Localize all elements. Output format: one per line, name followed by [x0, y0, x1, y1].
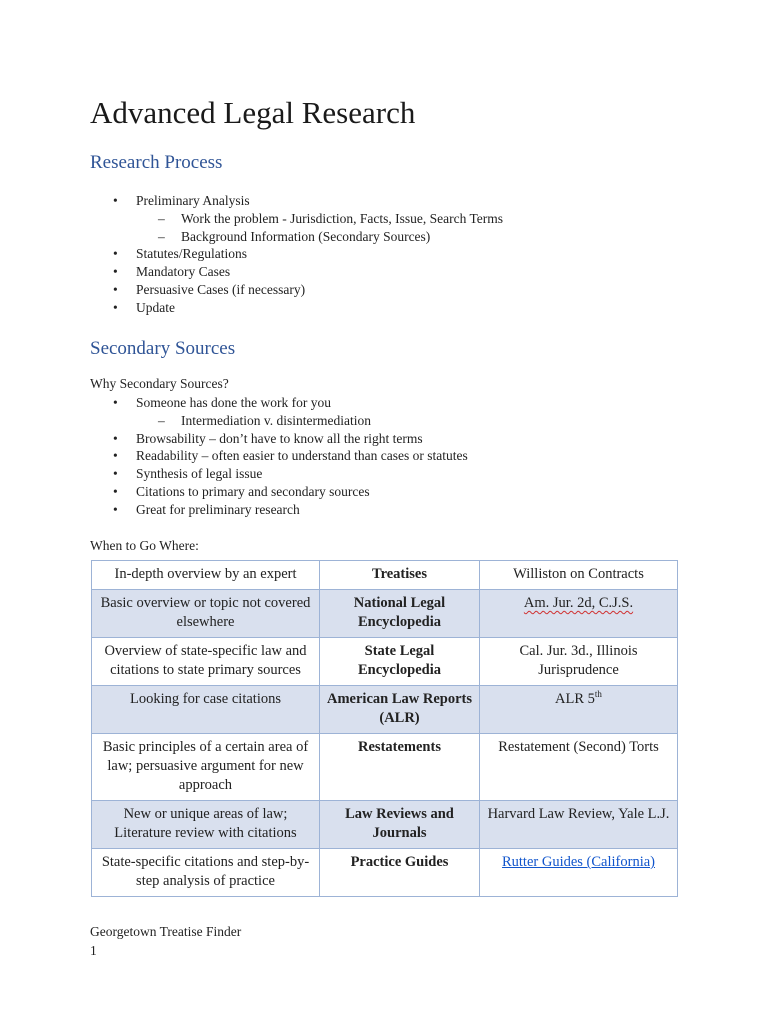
list-item: • Statutes/Regulations [0, 245, 768, 263]
table-row [92, 849, 678, 897]
list-item: • Mandatory Cases [0, 263, 768, 281]
treatise-finder-text: Georgetown Treatise Finder [90, 924, 242, 939]
list-item: • Persuasive Cases (if necessary) [0, 281, 768, 299]
sources-table [91, 560, 678, 897]
need-cell: Overview of state-specific law and citations to state primary sources [92, 638, 320, 686]
page-number: 1 [90, 943, 97, 958]
research-process-heading: Research Process [90, 152, 223, 173]
table-row [92, 686, 678, 734]
need-cell: Looking for case citations [92, 686, 320, 734]
list-item: • Someone has done the work for you [0, 394, 768, 412]
why-secondary-label: Why Secondary Sources? [90, 376, 229, 391]
table-row [92, 734, 678, 801]
source-type-cell: State Legal Encyclopedia [320, 638, 480, 686]
source-type-cell: Law Reviews and Journals [320, 801, 480, 849]
example-cell [480, 849, 678, 897]
research-process-list [0, 192, 768, 317]
example-cell: Cal. Jur. 3d., Illinois Jurisprudence [480, 638, 678, 686]
source-type-cell: Restatements [320, 734, 480, 801]
example-cell: Restatement (Second) Torts [480, 734, 678, 801]
need-cell: Basic principles of a certain area of law; persuasive argument for new approach [92, 734, 320, 801]
source-type-cell: National Legal Encyclopedia [320, 590, 480, 638]
rutter-guides-link[interactable]: Rutter Guides (California) [501, 854, 655, 870]
list-item: • Browsability – don’t have to know all the right terms [0, 430, 768, 448]
list-item: • Update [0, 299, 768, 317]
table-row [92, 590, 678, 638]
table-row [92, 561, 678, 590]
list-item: – Work the problem - Jurisdiction, Facts, Issue, Search Terms [0, 210, 768, 228]
list-item: • Great for preliminary research [0, 501, 768, 519]
why-secondary-list [0, 394, 768, 519]
source-type-cell: Treatises [320, 561, 480, 590]
need-cell: New or unique areas of law; Literature review with citations [92, 801, 320, 849]
example-cell [480, 590, 678, 638]
example-superscript: th [594, 689, 602, 700]
need-cell: In-depth overview by an expert [92, 561, 320, 590]
example-cell: Williston on Contracts [480, 561, 678, 590]
example-text: Am. Jur. 2d, C.J.S. [523, 595, 634, 611]
need-cell: Basic overview or topic not covered elsewhere [92, 590, 320, 638]
table-row [92, 801, 678, 849]
document-title: Advanced Legal Research [90, 95, 416, 130]
list-item: – Intermediation v. disintermediation [0, 412, 768, 430]
example-cell [480, 686, 678, 734]
table-row [92, 638, 678, 686]
source-type-cell: Practice Guides [320, 849, 480, 897]
need-cell: State-specific citations and step-by-step analysis of practice [92, 849, 320, 897]
list-item: • Citations to primary and secondary sources [0, 483, 768, 501]
list-item: • Synthesis of legal issue [0, 465, 768, 483]
when-to-go-where-label: When to Go Where: [90, 538, 199, 553]
example-cell: Harvard Law Review, Yale L.J. [480, 801, 678, 849]
list-item: – Background Information (Secondary Sources) [0, 228, 768, 246]
source-type-cell: American Law Reports (ALR) [320, 686, 480, 734]
example-text: ALR 5 [555, 691, 595, 707]
list-item: • Preliminary Analysis [0, 192, 768, 210]
list-item: • Readability – often easier to understand than cases or statutes [0, 447, 768, 465]
secondary-sources-heading: Secondary Sources [90, 338, 236, 359]
